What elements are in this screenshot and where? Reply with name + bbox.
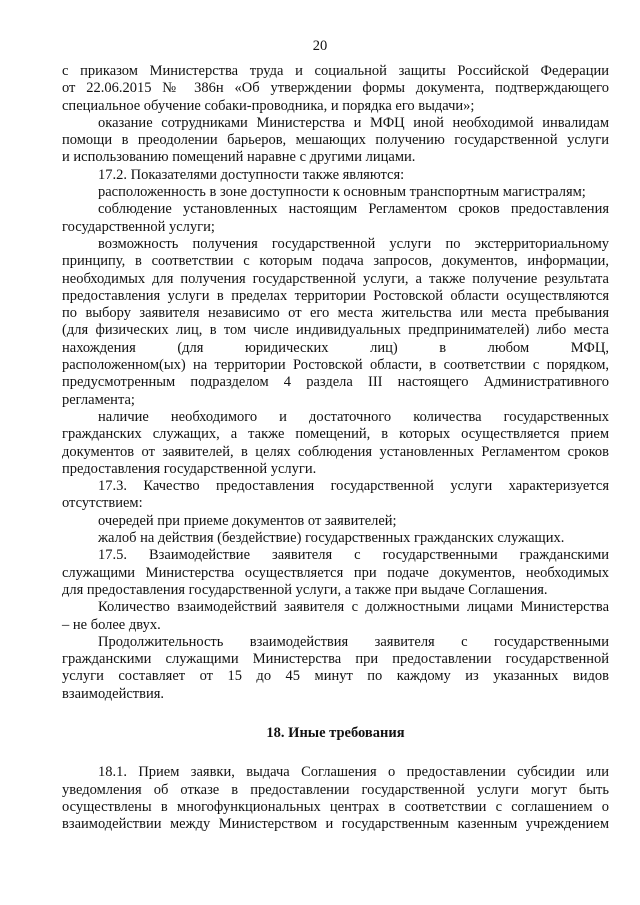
text-line: государственной услуги; [62,218,215,235]
text-line: для предоставления государственной услуги, а также при выдаче Соглашения. [62,581,548,598]
text-line: осуществлены в многофункциональных центрах в соответствии с соглашением о [62,798,609,815]
text-line: Продолжительность взаимодействия заявителя с государственными [98,633,609,650]
paragraph [62,201,609,236]
text-line: по выбору заявителя независимо от его места жительства или места пребывания [62,305,609,322]
text-line: 17.5. Взаимодействие заявителя с государственными гражданскими [98,547,609,564]
text-line: нахождения (для юридических лиц) в любом МФЦ, [62,339,609,356]
paragraph [62,409,609,478]
paragraph [62,764,609,833]
section-heading: 18. Иные требования [266,724,405,741]
text-line: расположенность в зоне доступности к основным транспортным магистралям; [98,184,586,201]
section-paragraphs [62,764,609,833]
text-line: взаимодействии между Министерством и государственным казенным учреждением [62,816,609,833]
text-line: предоставления услуги в пределах территории Ростовской области осуществляются [62,287,609,304]
text-line: служащими Министерства осуществляется при подаче документов, необходимых [62,564,609,581]
paragraph [62,63,609,115]
paragraph [62,184,609,201]
text-line: с приказом Министерства труда и социальной защиты Российской Федерации [62,63,609,79]
text-line: документов от заявителей, в целях соблюдения установленных Регламентом сроков [62,443,609,460]
text-line: уведомления об отказе в предоставлении государственной услуги могут быть [62,781,609,798]
text-line: специальное обучение собаки-проводника, и порядка его выдачи»; [62,97,475,114]
text-line: гражданскими служащими Министерства при предоставлении государственной [62,651,609,668]
text-line: возможность получения государственной услуги по экстерриториальному [98,235,609,252]
text-line: принципу, в соответствии с которым подача запросов, документов, информации, [62,253,609,270]
paragraph [62,478,609,513]
text-line: – не более двух. [62,616,161,633]
text-line: жалоб на действия (бездействие) государственных гражданских служащих. [98,530,565,547]
text-line: очередей при приеме документов от заявителей; [98,512,397,529]
document-body [62,63,609,833]
text-line: оказание сотрудниками Министерства и МФЦ иной необходимой инвалидам [98,114,609,131]
text-line: отсутствием: [62,495,143,512]
paragraphs [62,63,609,703]
text-line: регламента; [62,391,135,408]
text-line: Количество взаимодействий заявителя с должностными лицами Министерства [98,599,609,616]
paragraph [62,115,609,167]
text-line: расположенном(ых) на территории Ростовской области, в соответствии с порядком, [62,357,609,374]
paragraph [62,167,609,184]
text-line: наличие необходимого и достаточного количества государственных [98,408,609,425]
paragraph [62,530,609,547]
text-line: гражданских служащих, а также помещений, в которых осуществляется прием [62,426,609,443]
text-line: и использованию помещений наравне с другими лицами. [62,149,416,166]
text-line: взаимодействия. [62,685,165,702]
paragraph [62,634,609,703]
text-line: от 22.06.2015 № 386н «Об утверждении формы документа, подтверждающего [62,80,609,97]
text-line: соблюдение установленных настоящим Регламентом сроков предоставления [98,201,609,218]
text-line: услуги составляет от 15 до 45 минут по каждому из указанных видов [62,668,609,685]
text-line: помощи в преодолении барьеров, мешающих получению государственной услуги [62,132,609,149]
paragraph [62,547,609,599]
text-line: (для физических лиц, в том числе индивидуальных предпринимателей) либо места [62,322,609,339]
text-line: 17.3. Качество предоставления государственной услуги характеризуется [98,478,609,495]
paragraph [62,513,609,530]
text-line: предоставления государственной услуги. [62,460,317,477]
paragraph [62,599,609,634]
text-line: 17.2. Показателями доступности также являются: [98,166,405,183]
text-line: необходимых для получения государственной услуги, а также получение результата [62,270,609,287]
paragraph [62,236,609,409]
text-line: 18.1. Прием заявки, выдача Соглашения о предоставлении субсидии или [98,764,609,781]
page-number: 20 [312,38,328,54]
text-line: предусмотренным подразделом 4 раздела III настоящего Административного [62,374,609,391]
